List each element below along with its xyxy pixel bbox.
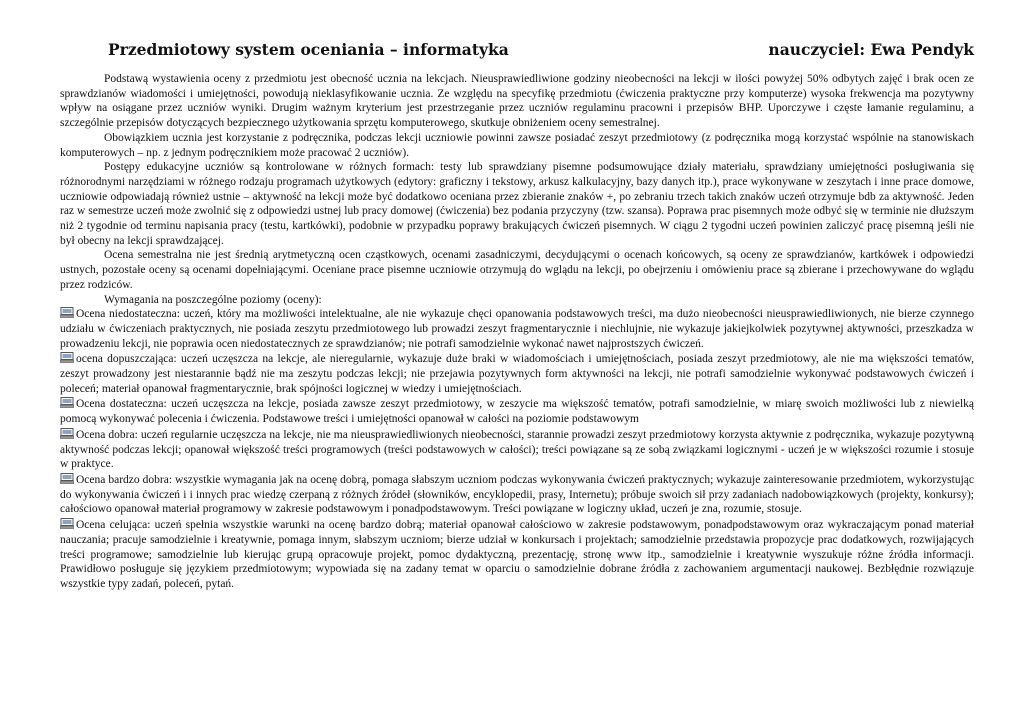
level-text: Ocena dostateczna: uczeń uczęszcza na lekcje, posiada zawsze zeszyt przedmiotowy, w zeszycie ma większość tematów, potrafi samodzielnie, w miarę swoich możliwości lub z niewielką pomocą wykonywać polecenia i ćwiczenia. Podstawowe treści i umiejętności opanował w całości na poziomie podstawowym <box>60 398 974 426</box>
computer-icon <box>60 352 74 363</box>
computer-icon <box>60 518 74 529</box>
level-text: Ocena celująca: uczeń spełnia wszystkie warunki na ocenę bardzo dobrą; materiał opanował całościowo w zakresie podstawowym, ponadpodstawowym oraz wykraczającym ponad materiał nauczania; pracuje samodzielnie i kreatywnie, pomaga innym, słabszym uczniom; bierze udział w konkursach i projektach; samodzielnie przedstawia propozycje prac dodatkowych, rozwijających treści programowe; samodzielnie lub kierując grupą opracowuje projekt, pomoc dydaktyczną, prezentację, stronę www itp., samodzielnie i kreatywnie wyszukuje różne źródła informacji. Prawidłowo posługuje się językiem przedmiotowym; wypowiada się na zadany temat w oparciu o samodzielnie dobrane źródła z zachowaniem argumentacji naukowej. Bezbłędnie rozwiązuje wszystkie typy zadań, poleceń, pytań. <box>60 519 974 590</box>
document-title: Przedmiotowy system oceniania – informatyka <box>108 40 509 59</box>
paragraph-requirements-heading: Wymagania na poszczególne poziomy (oceny): <box>104 293 322 306</box>
computer-icon <box>60 307 74 318</box>
document-header <box>60 40 974 62</box>
level-text: ocena dopuszczająca: uczeń uczęszcza na lekcje, ale nieregularnie, wykazuje duże braki w wiadomościach i umiejętnościach, posiada zeszyt przedmiotowy, ale nie ma większości tematów, zeszyt prowadzony jest niestarannie bądź nie ma zeszytu podczas lekcji; nie przejawia pozytywnych form aktywności na lekcji, nie potrafi samodzielnie wykonywać podstawowych ćwiczeń i poleceń; materiał opanował fragmentarycznie, brak spójności logicznej w wiedzy i umiejętnościach. <box>60 353 974 395</box>
teacher-name: nauczyciel: Ewa Pendyk <box>768 40 974 59</box>
level-celujaca <box>60 518 974 592</box>
level-text: Ocena bardzo dobra: wszystkie wymagania jak na ocenę dobrą, pomaga słabszym uczniom podczas wykonywania ćwiczeń praktycznych; wykazuje zainteresowanie przedmiotem, wykorzystując do wykonywania ćwiczeń i i innych prac wiedzę czerpaną z różnych źródeł (słowników, encyklopedii, prasy, Internetu); próbuje swoich sił przy zadaniach nadobowiązkowych (projekty, konkursy); całościowo opanował materiał programowy w zakresie podstawowym i ponadpodstawowym. Treści powiązane w logiczny układ, uczeń je zna, rozumie, stosuje. <box>60 473 974 516</box>
paragraph-progress: Postępy edukacyjne uczniów są kontrolowane w różnych formach: testy lub sprawdziany pisemne podsumowujące działy materiału, sprawdziany umiejętności posługiwania się różnorodnymi narzędziami w różnego rodzaju programach użytkowych (edytory: graficzny i tekstowy, arkusz kalkulacyjny, bazy danych itp.), prace wykonywane w zeszytach i inne prace domowe, uczniowie odpowiadają również ustnie – aktywność na lekcji może być dodatkowo oceniana przez zbieranie znaków +, po zebraniu trzech takich znaków uczeń otrzymuje bdb za aktywność. Jeden raz w semestrze uczeń może zwolnić się z odpowiedzi ustnej lub pracy domowej (ćwiczenia) bez podania przyczyny (tzw. szansa). Poprawa prac pisemnych może odbyć się w terminie nie dłuższym niż 2 tygodnie od terminu napisania pracy (testu, kartkówki), podobnie w przypadku poprawy brakujących ćwiczeń pisemnych. W ciągu 2 tygodni uczeń powinien zaliczyć pracę pisemną jeśli nie był obecny na lekcji sprawdzającej. <box>60 161 974 247</box>
document-page <box>60 40 974 592</box>
level-text: Ocena niedostateczna: uczeń, który ma możliwości intelektualne, ale nie wykazuje chęci opanowania podstawowych treści, ma dużo nieobecności nieusprawiedliwionych, nie bierze czynnego udziału w ćwiczeniach praktycznych, nie posiada zeszytu przedmiotowego lub prowadzi zeszyt fragmentarycznie i niechlujnie, nie wykazuje jakiejkolwiek pozytywnej aktywności, przeszkadza w prowadzeniu lekcji, nie poprawia ocen niedostatecznych ze sprawdzianów; nie potrafi samodzielnie wykonać nawet najprostszych ćwiczeń. <box>60 308 974 350</box>
level-text: Ocena dobra: uczeń regularnie uczęszcza na lekcje, nie ma nieusprawiedliwionych nieobecności, starannie prowadzi zeszyt przedmiotowy korzysta aktywnie z podręcznika, wykazuje pozytywną aktywność podczas lekcji; opanował większość treści programowych (treści podstawowych w całości); treści powiązane są ze sobą związkami logicznymi - uczeń je w większości rozumie i stosuje w praktyce. <box>60 428 974 471</box>
level-bardzo-dobra <box>60 473 974 517</box>
computer-icon <box>60 428 74 439</box>
level-dopuszczajaca <box>60 352 974 396</box>
paragraph-textbook: Obowiązkiem ucznia jest korzystanie z podręcznika, podczas lekcji uczniowie powinni zawsze posiadać zeszyt przedmiotowy (z podręcznika mogą korzystać wspólnie na stanowiskach komputerowych – np. z jednym podręcznikiem może pracować 2 uczniów). <box>60 131 974 159</box>
document-body <box>60 72 974 592</box>
level-dobra <box>60 428 974 472</box>
level-dostateczna <box>60 397 974 426</box>
level-niedostateczna <box>60 307 974 351</box>
computer-icon <box>60 397 74 408</box>
computer-icon <box>60 473 74 484</box>
paragraph-semester-grade: Ocena semestralna nie jest średnią arytmetyczną ocen cząstkowych, ocenami zasadniczymi, decydującymi o ocenach końcowych, są oceny ze sprawdzianów, kartkówek i odpowiedzi ustnych, pozostałe oceny są ocenami dopełniającymi. Oceniane prace pisemne uczniowie otrzymują do wglądu na lekcji, po obejrzeniu i omówieniu prace są zbierane i przechowywane do wglądu przez rodziców. <box>60 249 974 291</box>
paragraph-attendance: Podstawą wystawienia oceny z przedmiotu jest obecność ucznia na lekcjach. Nieusprawiedliwione godziny nieobecności na lekcji w ilości powyżej 50% odbytych zajęć i brak ocen ze sprawdzianów wiadomości i umiejętności, powodują nieklasyfikowanie ucznia. Ze względu na specyfikę przedmiotu (ćwiczenia praktyczne przy komputerze) wysoka frekwencja ma pozytywny wpływ na osiągane przez uczniów wyniki. Drugim ważnym kryterium jest przestrzeganie przez uczniów regulaminu pracowni i przepisów BHP. Uporczywe i częste łamanie regulaminu, a szczególnie przepisów dotyczących bezpiecznego użytkowania sprzętu komputerowego, skutkuje obniżeniem oceny semestralnej. <box>60 73 974 130</box>
